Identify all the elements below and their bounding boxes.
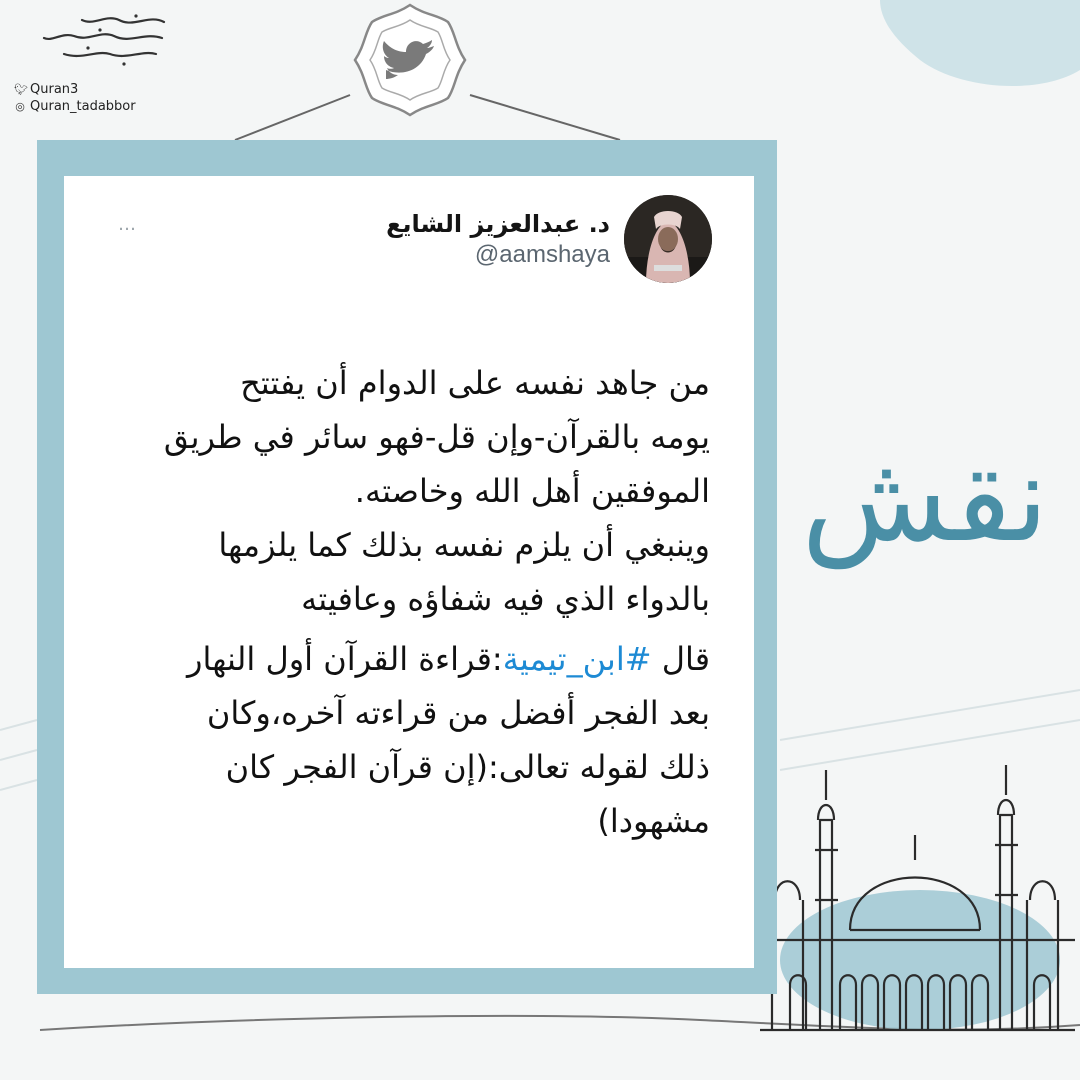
tweet-line: بالدواء الذي فيه شفاؤه وعافيته bbox=[301, 580, 710, 618]
display-name[interactable]: د. عبدالعزيز الشايع bbox=[386, 210, 610, 238]
avatar[interactable] bbox=[624, 195, 712, 283]
top-right-blob bbox=[880, 0, 1080, 86]
tweet-line: بعد الفجر أفضل من قراءته آخره،وكان bbox=[206, 694, 710, 732]
twitter-small-icon: 🐦︎ bbox=[14, 83, 28, 96]
instagram-account[interactable] bbox=[14, 99, 136, 114]
tweet-paragraph-1 bbox=[90, 356, 710, 626]
quote-prefix: قال bbox=[651, 640, 710, 678]
instagram-icon: ◎ bbox=[15, 100, 25, 113]
tweet-card bbox=[64, 176, 754, 968]
decorative-calligraphy: نقش bbox=[801, 430, 1049, 569]
tweet-line: وينبغي أن يلزم نفسه بذلك كما يلزمها bbox=[218, 526, 710, 564]
tweet-line: مشهودا) bbox=[597, 802, 710, 840]
user-handle[interactable]: @aamshaya bbox=[474, 241, 610, 268]
tweet-line: الموفقين أهل الله وخاصته. bbox=[354, 472, 710, 510]
instagram-handle: Quran_tadabbor bbox=[30, 99, 136, 114]
medallion bbox=[355, 5, 465, 115]
hashtag-link[interactable]: #ابن_تيمية bbox=[502, 640, 652, 678]
twitter-account[interactable] bbox=[14, 82, 78, 97]
mosque-blob bbox=[780, 890, 1060, 1030]
hanging-string-left bbox=[235, 95, 350, 140]
twitter-handle: Quran3 bbox=[30, 82, 79, 97]
tweet-paragraph-2 bbox=[90, 632, 710, 848]
tweet-text bbox=[90, 356, 710, 862]
tweet-author bbox=[386, 194, 712, 284]
brand-logo bbox=[34, 8, 174, 70]
tweet-line: :قراءة القرآن أول النهار bbox=[187, 640, 503, 678]
author-names bbox=[386, 208, 610, 270]
tweet-line: ذلك لقوله تعالى:(إن قرآن الفجر كان bbox=[225, 748, 710, 786]
tweet-line: من جاهد نفسه على الدوام أن يفتتح bbox=[240, 364, 710, 402]
hanging-string-right bbox=[470, 95, 620, 140]
branding bbox=[14, 8, 184, 118]
mosque-illustration bbox=[760, 765, 1075, 1030]
avatar-image bbox=[624, 195, 712, 283]
tweet-line: يومه بالقرآن-وإن قل-فهو سائر في طريق bbox=[163, 418, 710, 456]
more-options-icon[interactable]: … bbox=[118, 214, 137, 235]
